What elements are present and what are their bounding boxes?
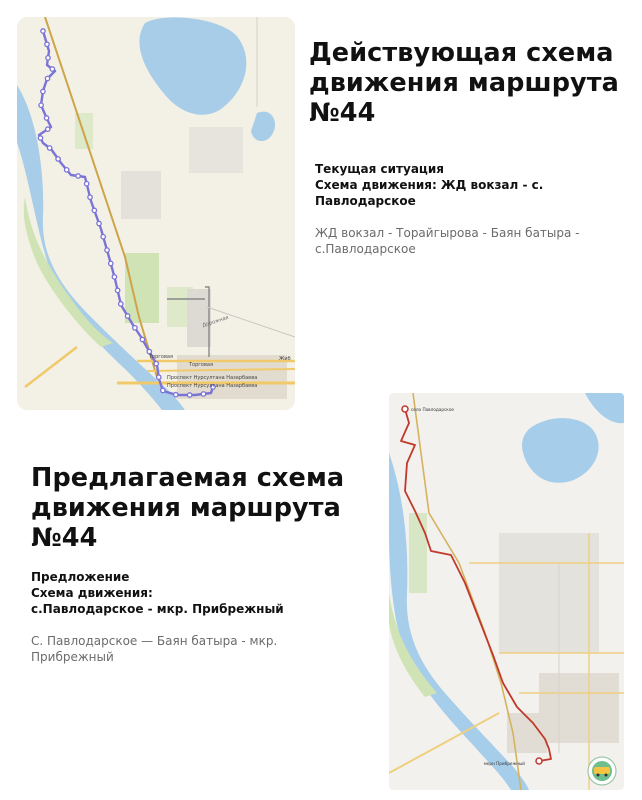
industrial-block bbox=[189, 127, 243, 173]
bus-stop-marker bbox=[38, 136, 42, 140]
bus-stop-marker bbox=[39, 103, 43, 107]
bus-stop-marker bbox=[140, 337, 144, 341]
bus-stop-marker bbox=[56, 157, 60, 161]
bus-stop-marker bbox=[157, 375, 161, 379]
bus-stop-marker bbox=[201, 392, 205, 396]
bus-stop-marker bbox=[125, 314, 129, 318]
bus-stop-marker bbox=[41, 89, 45, 93]
bus-stop-marker bbox=[47, 146, 51, 150]
map-label: Проспект Нурсултана Назарбаева bbox=[167, 383, 258, 389]
city-block bbox=[499, 533, 599, 653]
proposed-scheme-label: Схема движения: bbox=[31, 586, 153, 600]
bus-stop-marker bbox=[46, 56, 50, 60]
current-scheme-text: Схема движения: ЖД вокзал - с. Павлодарское bbox=[315, 178, 544, 208]
bus-stop-marker bbox=[88, 195, 92, 199]
route-start-label: село Павлодарское bbox=[411, 407, 454, 412]
bus-stop-marker bbox=[50, 67, 54, 71]
bus-stop-marker bbox=[161, 388, 165, 392]
park bbox=[409, 513, 427, 593]
map-label: Жиб bbox=[279, 356, 291, 362]
bus-stop-marker bbox=[101, 235, 105, 239]
bus-stop-marker bbox=[76, 174, 80, 178]
bus-stop-marker bbox=[92, 208, 96, 212]
bus-stop-marker bbox=[84, 182, 88, 186]
current-route-title: Действующая схема движения маршрута №44 bbox=[309, 38, 619, 128]
map-label: Торговая bbox=[149, 354, 173, 360]
bus-stop-marker bbox=[133, 326, 137, 330]
proposal-label: Предложение bbox=[31, 570, 130, 584]
bus-stop-marker bbox=[45, 42, 49, 46]
transport-logo bbox=[588, 757, 616, 785]
bus-stop-marker bbox=[109, 261, 113, 265]
city-block bbox=[539, 673, 619, 743]
proposed-route-title: Предлагаемая схема движения маршрута №44 bbox=[31, 463, 345, 553]
map-label: Проспект Нурсултана Назарбаева bbox=[167, 375, 258, 381]
proposed-route-map-svg bbox=[389, 393, 624, 790]
current-route-map-svg bbox=[17, 17, 295, 410]
map-label: Дорожная bbox=[201, 314, 230, 329]
bus-stop-marker bbox=[41, 29, 45, 33]
park bbox=[125, 253, 159, 323]
route-end-marker bbox=[536, 758, 542, 764]
bus-stop-marker bbox=[64, 168, 68, 172]
current-route-info bbox=[315, 161, 615, 257]
bus-stop-marker bbox=[119, 302, 123, 306]
current-situation-label: Текущая ситуация bbox=[315, 162, 444, 176]
bus-stop-marker bbox=[174, 392, 178, 396]
current-route-path: ЖД вокзал - Торайгырова - Баян батыра - с.Павлодарское bbox=[315, 226, 580, 256]
bus-stop-marker bbox=[112, 275, 116, 279]
bus-stop-marker bbox=[115, 288, 119, 292]
map-label: Торговая bbox=[189, 362, 213, 368]
industrial-block bbox=[187, 289, 211, 347]
route-start-marker bbox=[402, 406, 408, 412]
proposed-route-info bbox=[31, 569, 361, 665]
current-route-map bbox=[17, 17, 295, 410]
bus-stop-marker bbox=[44, 116, 48, 120]
proposed-scheme-value: с.Павлодарское - мкр. Прибрежный bbox=[31, 602, 284, 616]
bus-stop-marker bbox=[46, 127, 50, 131]
bus-stop-marker bbox=[45, 76, 49, 80]
bus-stop-marker bbox=[105, 248, 109, 252]
bus-stop-marker bbox=[97, 221, 101, 225]
industrial-block bbox=[121, 171, 161, 219]
proposed-route-path: С. Павлодарское — Баян батыра - мкр. Прибрежный bbox=[31, 634, 278, 664]
bus-stop-marker bbox=[154, 361, 158, 365]
bus-stop-marker bbox=[187, 393, 191, 397]
proposed-route-map bbox=[389, 393, 624, 790]
route-end-label: мкрн Прибрежный bbox=[483, 761, 525, 766]
